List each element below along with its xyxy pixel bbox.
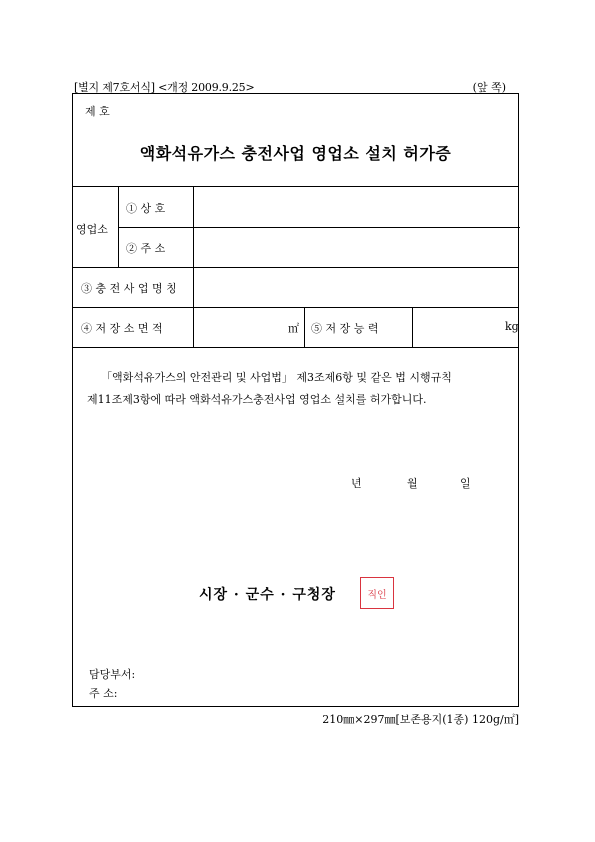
- department-label: 담당부서:: [89, 668, 136, 681]
- date-day-label: 일: [460, 477, 471, 490]
- page-side-label: (앞 쪽): [472, 81, 506, 94]
- form-number-label: [별지 제7호서식] <개정 2009.9.25>: [74, 81, 255, 94]
- issuer-title: 시장 · 군수 · 구청장: [199, 587, 336, 603]
- date-year-label: 년: [351, 477, 362, 490]
- storage-area-label: ④ 저 장 소 면 적: [81, 322, 163, 335]
- date-month-label: 월: [407, 477, 418, 490]
- storage-area-unit: ㎡: [288, 322, 299, 335]
- official-seal: 직인: [360, 577, 394, 609]
- divider: [118, 186, 119, 267]
- divider: [73, 186, 518, 187]
- divider: [73, 307, 518, 308]
- certificate-number-label: 제 호: [85, 105, 110, 118]
- divider: [73, 347, 518, 348]
- paper-spec-note: 210㎜×297㎜[보존용지(1종) 120g/㎡]: [322, 713, 519, 726]
- divider: [304, 307, 305, 347]
- permit-statement-line-2: 제11조제3항에 따라 액화석유가스충전사업 영업소 설치를 허가합니다.: [87, 393, 427, 406]
- certificate-form: [72, 93, 519, 707]
- address-label: ② 주 소: [126, 242, 166, 255]
- business-name-label: ③ 충 전 사 업 명 칭: [81, 282, 177, 295]
- divider: [73, 267, 518, 268]
- trade-name-label: ① 상 호: [126, 202, 166, 215]
- storage-capacity-unit: kg: [505, 320, 519, 333]
- certificate-title: 액화석유가스 충전사업 영업소 설치 허가증: [139, 144, 452, 163]
- storage-capacity-label: ⑤ 저 장 능 력: [311, 322, 379, 335]
- divider: [118, 227, 520, 228]
- divider: [412, 307, 413, 347]
- contact-address-label: 주 소:: [89, 687, 118, 700]
- divider: [193, 186, 194, 347]
- permit-statement-line-1: 「액화석유가스의 안전관리 및 사업법」 제3조제6항 및 같은 법 시행규칙: [101, 371, 452, 384]
- office-group-label: 영업소: [76, 223, 108, 236]
